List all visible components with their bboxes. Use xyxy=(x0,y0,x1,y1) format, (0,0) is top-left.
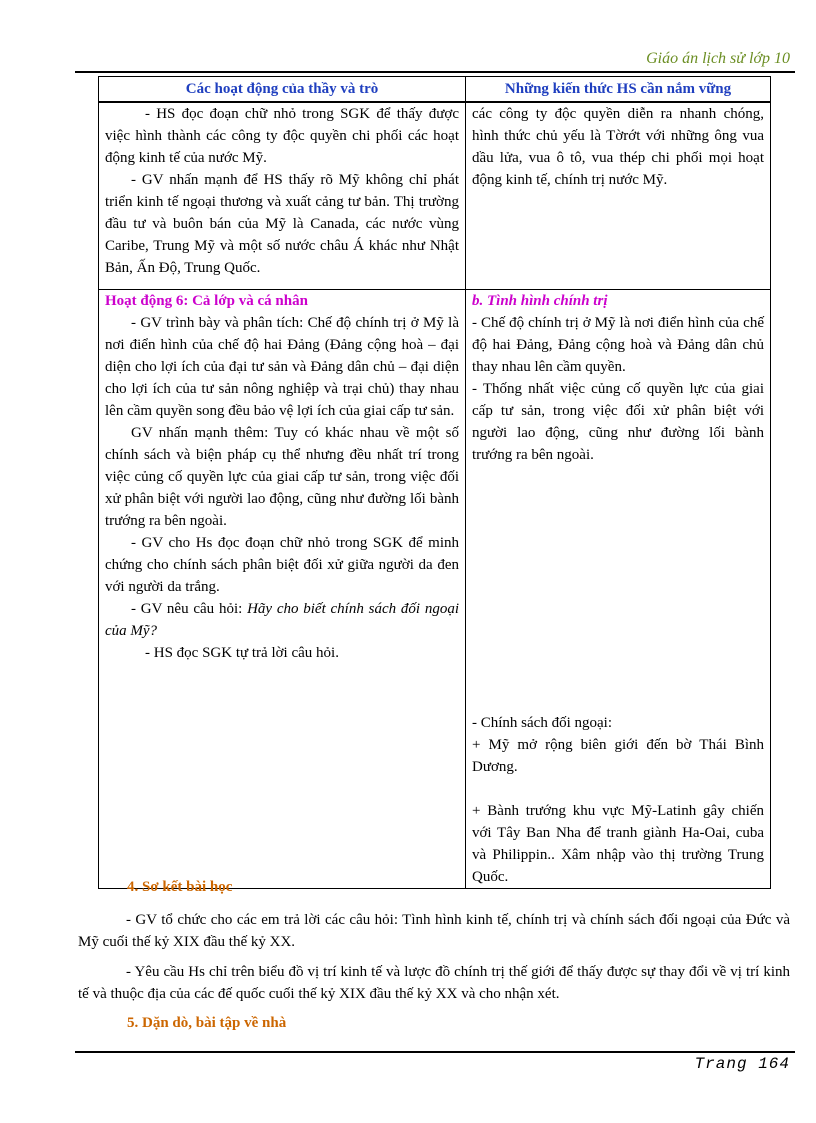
spacer xyxy=(472,778,764,800)
row2-right-cell xyxy=(466,290,771,889)
paragraph: - Yêu cầu Hs chỉ trên biểu đồ vị trí kinh tế và lược đồ chính trị thế giới để thấy được sự thay đổi về vị trí kinh tế và thuộc địa của các đế quốc cuối thế kỷ XIX đầu thế kỷ XX và cho nhận xét. xyxy=(78,964,790,1002)
paragraph: - GV cho Hs đọc đoạn chữ nhỏ trong SGK để minh chứng cho chính sách phân biệt đối xử giữa người da đen với người da trắng. xyxy=(105,535,459,595)
section-b-title: b. Tình hình chính trị xyxy=(472,293,608,309)
paragraph: - GV tổ chức cho các em trả lời các câu hỏi: Tình hình kinh tế, chính trị và chính sách đối ngoại của Đức và Mỹ cuối thế kỷ XIX đầu thế kỷ XX. xyxy=(78,912,790,950)
paragraph: - HS đọc đoạn chữ nhỏ trong SGK để thấy được việc hình thành các công ty độc quyền chi phối các hoạt động kinh tế của nước Mỹ. xyxy=(105,106,459,166)
row1-right-cell xyxy=(466,102,771,290)
spacer xyxy=(472,466,764,712)
paragraph: + Bành trướng khu vực Mỹ-Latinh gây chiến với Tây Ban Nha để tranh giành Ha-Oai, cuba và Philippin.. Xâm nhập vào thị trường Trung Quốc. xyxy=(472,803,764,885)
paragraph: - HS đọc SGK tự trả lời câu hỏi. xyxy=(145,645,339,661)
section-5-title: 5. Dặn dò, bài tập về nhà xyxy=(127,1015,287,1031)
question-paragraph xyxy=(105,598,459,642)
paragraph: + Mỹ mở rộng biên giới đến bờ Thái Bình Dương. xyxy=(472,737,764,775)
question-text: Hãy cho biết chính sách đối ngoại của Mỹ? xyxy=(105,601,459,639)
section-4-title: 4. Sơ kết bài học xyxy=(127,879,233,895)
page-number: Trang 164 xyxy=(694,1055,790,1073)
foreign-policy-title: - Chính sách đối ngoại: xyxy=(472,715,612,731)
activity-title: Hoạt động 6: Cả lớp và cá nhân xyxy=(105,293,308,309)
paragraph: - GV nhấn mạnh để HS thấy rõ Mỹ không chỉ phát triển kinh tế ngoại thương và xuất cảng tư bản. Thị trường đầu tư và buôn bán của Mỹ là Canada, các nước vùng Caribe, Trung Mỹ và một số nước châu Á khác như Nhật Bản, Ấn Độ, Trung Quốc. xyxy=(105,172,459,276)
row1-left-cell xyxy=(99,102,466,290)
header-divider xyxy=(75,71,795,73)
paragraph: - Thống nhất việc củng cố quyền lực của giai cấp tư sản, trong việc đối xử phân biệt với người lao động, cũng như đường lối bành trướng ra bên ngoài. xyxy=(472,381,764,463)
paragraph: GV nhấn mạnh thêm: Tuy có khác nhau về một số chính sách và biện pháp cụ thể nhưng đều nhất trí trong việc củng cố quyền lực của giai cấp tư sản, trong việc đối xử phân biệt với người lao động, cũng như đường lối bành trướng ra bên ngoài. xyxy=(105,425,459,529)
paragraph: - Chế độ chính trị ở Mỹ là nơi điển hình của chế độ hai Đảng, Đảng cộng hoà và Đảng dân chủ thay nhau lên cầm quyền. xyxy=(472,315,764,375)
table-header-row xyxy=(99,77,771,103)
footer-divider xyxy=(75,1051,795,1053)
question-prefix: - GV nêu câu hỏi: xyxy=(131,601,248,617)
lesson-table xyxy=(98,76,771,889)
document-header-title: Giáo án lịch sử lớp 10 xyxy=(646,50,790,67)
paragraph: các công ty độc quyền diễn ra nhanh chóng, hình thức chủ yếu là Tờrớt với những ông vua dầu lửa, vua ô tô, vua thép chi phối mọi hoạt động kinh tế, chính trị nước Mỹ. xyxy=(472,106,764,188)
row2-left-cell xyxy=(99,290,466,889)
paragraph: - GV trình bày và phân tích: Chế độ chính trị ở Mỹ là nơi điển hình của chế độ hai Đảng (Đảng cộng hoà – đại diện cho lợi ích của đại tư sản và Đảng dân chủ – đại diện cho lợi ích của tư sản nông nghiệp và trại chủ) thay nhau lên cầm quyền song đều bảo vệ lợi ích của giai cấp tư sản. xyxy=(105,315,459,419)
col-header-activities: Các hoạt động của thầy và trò xyxy=(99,77,466,103)
table-row xyxy=(99,102,771,290)
col-header-knowledge: Những kiến thức HS cần nắm vững xyxy=(466,77,771,103)
table-row xyxy=(99,290,771,889)
